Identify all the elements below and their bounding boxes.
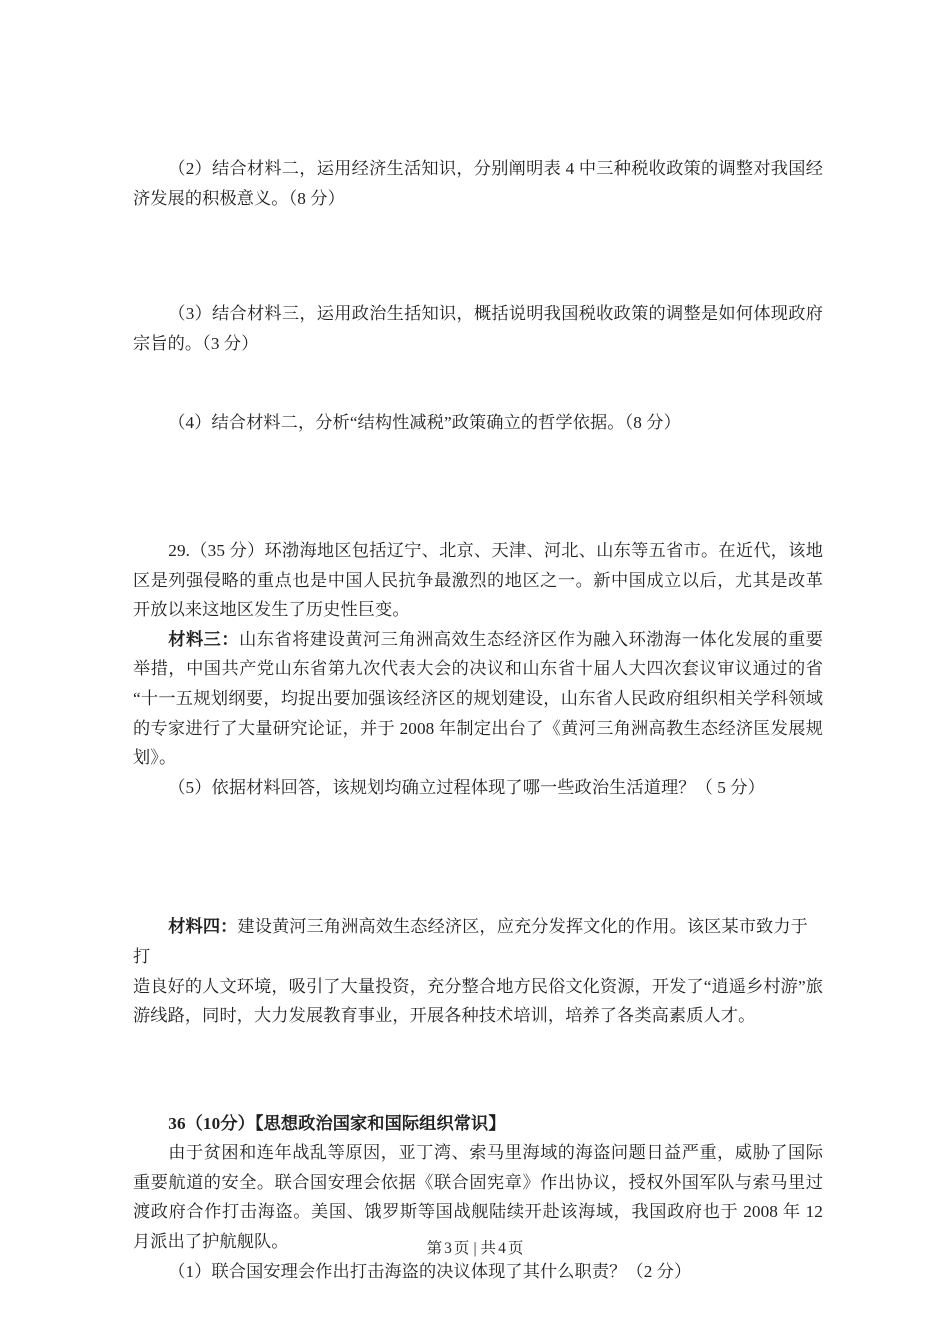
material-4-line-2: 打 bbox=[133, 946, 151, 966]
text-column bbox=[133, 0, 823, 1286]
question-36-1-paragraph: （1）联合国安理会作出打击海盗的决议体现了其什么职责？（2 分） bbox=[168, 1261, 692, 1281]
item-36-body: 由于贫困和连年战乱等原因，亚丁湾、索马里海域的海盗问题日益严重，威胁了国际重要航道的安全。联合国安理会依据《联合固宪章》作出协议，授权外国军队与索马里过渡政府合作打击海盗。美国、饿罗斯等国战舰陆续开赴该海域，我国政府也于 2008 年 12 月派出了护航舰队。 bbox=[133, 1143, 823, 1252]
footer-total-unit: 页 bbox=[507, 1240, 524, 1257]
material-3-body: 山东省将建设黄河三角洲高效生态经济区作为融入环渤海一体化发展的重要举措，中国共产党山东省第九次代表大会的决议和山东省十届人大四次套议审议通过的省“十一五规划纲要，均捉出要加强该经济区的规划建设，山东省人民政府组织相关学科领域的专家进行了大量研究论证，并于 2008 年制定出台了《黄河三角洲高教生态经济匡发展规划》。 bbox=[133, 629, 823, 768]
material-4-body-first: 建设黄河三角洲高效生态经济区，应充分发挥文化的作用。该区某市致力于 bbox=[237, 917, 808, 937]
material-4-line-1 bbox=[133, 912, 823, 942]
item-29-stem: 29.（35 分）环渤海地区包括辽宁、北京、天津、河北、山东等五省市。在近代，该地区是列强侵略的重点也是中国人民抗争最激烈的地区之一。新中国成立以后，尤其是改革开放以来这地区发生了历史性巨变。 bbox=[133, 540, 823, 620]
footer-page-prefix: 第 bbox=[426, 1240, 443, 1257]
footer-total-number: 4 bbox=[498, 1240, 506, 1257]
footer-separator: | bbox=[473, 1240, 477, 1257]
material-3-label: 材料三： bbox=[168, 629, 240, 649]
spacer-after-q4 bbox=[133, 438, 823, 536]
spacer-after-q3 bbox=[133, 358, 823, 408]
question-4-paragraph: （4）结合材料二，分析“结构性减税”政策确立的哲学依据。（8 分） bbox=[168, 413, 681, 433]
footer-total-prefix: 共 bbox=[480, 1240, 497, 1257]
spacer-after-q2 bbox=[133, 213, 823, 299]
page-footer bbox=[0, 1238, 950, 1260]
material-3-paragraph bbox=[133, 625, 823, 773]
question-3-paragraph: （3）结合材料三，运用政治生括知识，概括说明我国税收政策的调整是如何体现政府宗旨的。（3 分） bbox=[133, 304, 823, 353]
footer-page-unit: 页 bbox=[453, 1240, 470, 1257]
material-4-label: 材料四： bbox=[168, 917, 238, 937]
question-2-paragraph: （2）结合材料二，运用经济生活知识，分别阐明表 4 中三种税收政策的调整对我国经济发展的积极意义。（8 分） bbox=[133, 159, 823, 208]
top-spacer bbox=[133, 0, 823, 154]
spacer-after-q5 bbox=[133, 802, 823, 912]
item-36-heading: 36（10分）【思想政治国家和国际组织常识】 bbox=[168, 1113, 506, 1133]
footer-page-number: 3 bbox=[444, 1240, 452, 1257]
material-4-line-3: 造良好的人文环境，吸引了大量投资，充分整合地方民俗文化资源，开发了“逍遥乡村游”旅游线路，同时，大力发展教育事业，开展各种技术培训，培养了各类高素质人才。 bbox=[133, 976, 823, 1026]
question-5-paragraph: （5）依据材料回答，该规划均确立过程体现了哪一些政治生活道理？（ 5 分） bbox=[168, 777, 765, 797]
spacer-after-material-4 bbox=[133, 1031, 823, 1109]
